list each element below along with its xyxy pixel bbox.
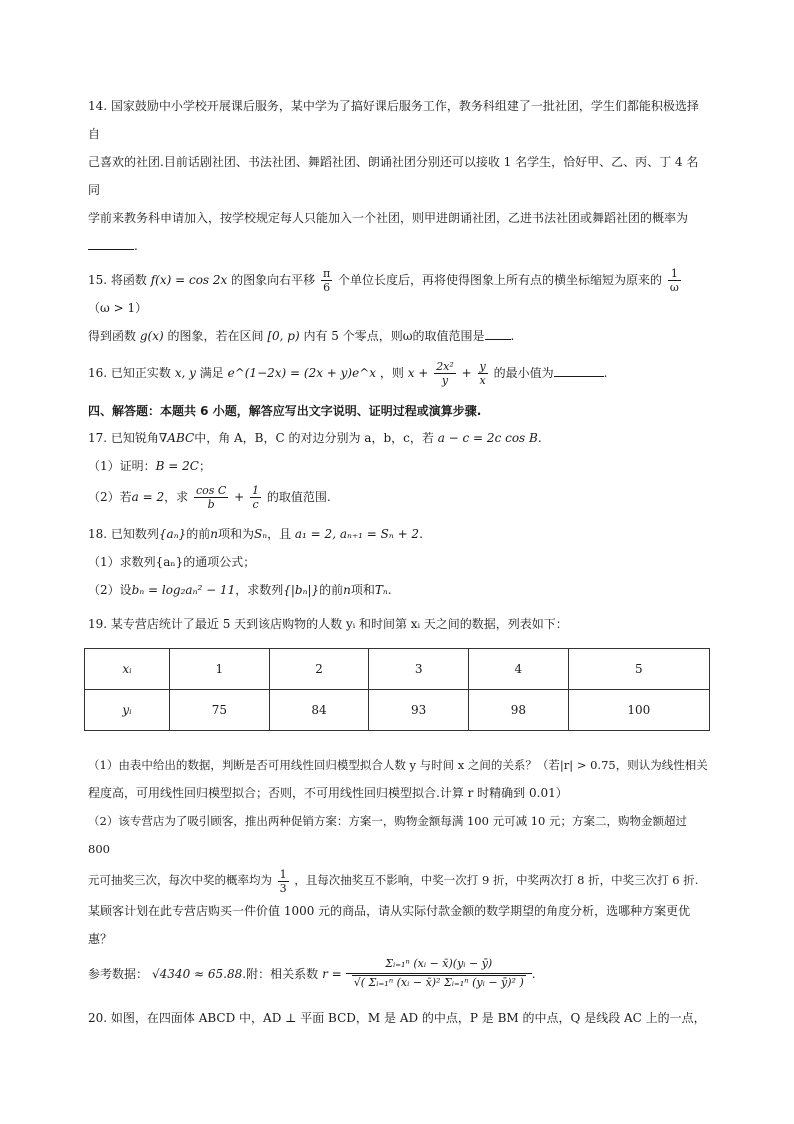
q14-line-3: 学前来教务科申请加入，按学校规定每人只能加入一个社团，则甲进朗诵社团，乙进书法社团或舞蹈社团的概率为	[88, 211, 689, 225]
q18-part-1: （1）求数列{aₙ}的通项公式；	[88, 555, 256, 569]
question-17	[88, 424, 708, 514]
exam-page	[88, 88, 708, 1032]
q18-part-2: （2）设bₙ = log₂aₙ² − 11，求数列{|bₙ|}的前n项和Tₙ.	[88, 583, 392, 597]
table-cell: 3	[369, 649, 469, 690]
table-cell: 75	[170, 690, 270, 731]
q17-stem: 17. 已知锐角∇ABC中，角 A，B，C 的对边分别为 a，b，c，若 a − c = 2c cos B.	[88, 431, 542, 445]
q15-line-2: 得到函数 g(x) 的图象，若在区间 [0, p) 内有 5 个零点，则ω的取值范围是 .	[88, 329, 515, 343]
fraction-1-over-3: $\frac{1}{3}$	[279, 867, 287, 895]
fraction-cosC-over-b: $\frac{\text{cos C}}{b}$	[195, 484, 227, 511]
question-15	[88, 266, 708, 350]
question-14	[88, 92, 708, 260]
fraction-1-over-c: $\frac{1}{c}$	[252, 484, 260, 511]
q18-stem: 18. 已知数列{aₙ}的前n项和为Sₙ，且 a₁ = 2, aₙ₊₁ = Sₙ + 2.	[88, 527, 423, 541]
fraction-pi-over-6: $\frac{\pi}{6}$	[322, 267, 331, 294]
q19-part-2-line-2: 元可抽奖三次，每次中奖的概率均为 $\frac{1}{3}$ ，且每次抽奖互不影响，中奖一次打 9 折，中奖两次打 8 折，中奖三次打 6 折.	[88, 867, 699, 895]
section-heading: 四、解答题：本题共 6 小题，解答应写出文字说明、证明过程或演算步骤.	[88, 404, 482, 418]
reference-data: 参考数据： √4340 ≈ 65.88 .附：相关系数 r = $\frac{\text{Σᵢ₌₁ⁿ (xᵢ − x̄)(yᵢ − ȳ)}}{\text{√( Σᵢ₌₁ⁿ (xᵢ − x̄)² Σᵢ₌₁ⁿ (yᵢ − ȳ)² )}}$ .	[88, 957, 536, 989]
q19-stem: 19. 某专营店统计了最近 5 天到该店购物的人数 yᵢ 和时间第 xᵢ 天之间的数据，列表如下：	[88, 617, 568, 631]
q20-line-1: 20. 如图，在四面体 ABCD 中，AD ⊥ 平面 BCD，M 是 AD 的中点，P 是 BM 的中点，Q 是线段 AC 上的一点，	[88, 1011, 706, 1025]
table-cell: 4	[469, 649, 569, 690]
fraction-y-over-x: $\frac{y}{x}$	[479, 360, 486, 387]
question-18	[88, 520, 708, 604]
q14-line-1: 14. 国家鼓励中小学校开展课后服务，某中学为了搞好课后服务工作，教务科组建了一批社团，学生们都能积极选择自	[88, 99, 699, 141]
q19-part-1-line-2: 程度高，可用线性回归模型拟合；否则，不可用线性回归模型拟合.计算 r 时精确到 0.01）	[88, 786, 568, 800]
correlation-formula: $\frac{\text{Σᵢ₌₁ⁿ (xᵢ − x̄)(yᵢ − ȳ)}}{\text{√( Σᵢ₌₁ⁿ (xᵢ − x̄)² Σᵢ₌₁ⁿ (yᵢ − ȳ)² )}}$	[346, 957, 532, 990]
q14-line-2: 己喜欢的社团.目前话剧社团、书法社团、舞蹈社团、朗诵社团分别还可以接收 1 名学生，恰好甲、乙、丙、丁 4 名同	[88, 155, 699, 197]
data-table	[84, 648, 710, 731]
table-header-x: xᵢ	[85, 649, 170, 690]
question-16	[88, 356, 708, 390]
table-header-y: yᵢ	[85, 690, 170, 731]
table-cell: 5	[568, 649, 709, 690]
fraction-1-over-omega: $\frac{1}{\omega}$	[669, 267, 679, 294]
q16-line-1: 16. 已知正实数 x, y 满足 e^(1−2x) = (2x + y)e^x ，则 x + $\frac{\text{2x²}}{y}$ + $\frac{y}{x}$ 的最小值为 .	[88, 360, 608, 387]
q17-part-1: （1）证明：B = 2C；	[88, 459, 211, 473]
answer-blank	[485, 327, 511, 340]
table-cell: 93	[369, 690, 469, 731]
table-cell: 84	[269, 690, 369, 731]
table-row	[85, 690, 710, 731]
question-19	[88, 610, 708, 990]
table-cell: 98	[469, 690, 569, 731]
answer-blank	[88, 237, 134, 250]
q19-part-2-line-1: （2）该专营店为了吸引顾客，推出两种促销方案：方案一，购物金额每满 100 元可减 10 元；方案二，购物金额超过 800	[88, 814, 688, 856]
table-cell: 1	[170, 649, 270, 690]
q19-part-2-line-3: 某顾客计划在此专营店购买一件价值 1000 元的商品，请从实际付款金额的数学期望的角度分析，选哪种方案更优惠？	[88, 904, 691, 946]
table-cell: 2	[269, 649, 369, 690]
table-cell: 100	[568, 690, 709, 731]
q19-part-1-line-1: （1）由表中给出的数据，判断是否可用线性回归模型拟合人数 y 与时间 x 之间的关系？（若|r| > 0.75，则认为线性相关	[88, 758, 708, 772]
q17-part-2: （2）若a = 2，求 $\frac{\text{cos C}}{b}$ + $\frac{1}{c}$ 的取值范围.	[88, 484, 331, 511]
q14-line-4: .	[88, 232, 708, 260]
table-row	[85, 649, 710, 690]
question-20	[88, 1004, 708, 1032]
q15-line-1: 15. 将函数 f(x) = cos 2x 的图象向右平移 $\frac{\pi}{6}$ 个单位长度后，再将使得图象上所有点的横坐标缩短为原来的 $\frac{1}{\omega}$ （ω > 1）	[88, 267, 679, 315]
fraction-2x2-over-y: $\frac{\text{2x²}}{y}$	[436, 360, 454, 387]
answer-blank	[554, 364, 604, 377]
